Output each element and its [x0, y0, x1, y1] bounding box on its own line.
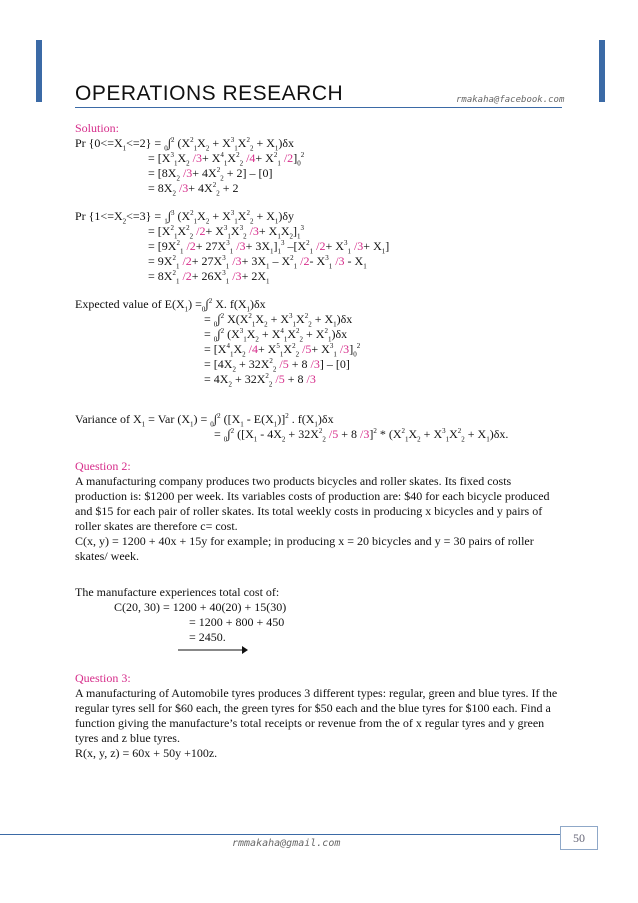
q3-text-line: regular tyres sell for $60 each, the green tyres for $50 each and the blue tyres for $100 each. Find a — [75, 701, 551, 715]
total-cost-intro: The manufacture experiences total cost of: — [75, 585, 280, 599]
eq-line: = $8X_2$ $/3+ 4X^2_2 + 2$ — [148, 181, 239, 198]
question-3-heading: Question 3: — [75, 671, 131, 685]
eq-line: Variance of $X_1$ = Var $(X_1) = _0\int^2$ ($[X_1 - E(X_1)]^2$ . $f(X_1)\delta x$ — [75, 412, 334, 429]
eq-line: Expected value of $E(X_1) =_0\int^2$ X. $f(X_1)\delta x$ — [75, 297, 266, 314]
page-number: 50 — [560, 826, 598, 850]
eq-line: = $8X^2_1$ $/2+ 26X^3_1$ $/3+ 2X_1$ — [148, 269, 270, 286]
eq-line: = $9X^2_1$ $/2+ 27X^3_1$ $/3+ 3X_1 - X^2_1$ /2- $X^3_1$ $/3 - X_1$ — [148, 254, 367, 271]
q2-text-line: production is: $1200 per week. Its variables costs of production are: $40 for each bicycle produced — [75, 489, 550, 503]
q3-text-line: function giving the manufacture’s total receipts or revenue from the of x regular tyres and y green — [75, 716, 545, 730]
q3-text-line: R(x, y, z) = 60x + 50y +100z. — [75, 746, 218, 760]
q3-text-line: tyres and z blue tyres. — [75, 731, 180, 745]
calc-line: C(20, 30) = 1200 + 40(20) + 15(30) — [114, 600, 287, 614]
q2-text-line: A manufacturing company produces two products bicycles and roller skates. Its fixed costs — [75, 474, 512, 488]
q2-text-line: skates/ week. — [75, 549, 139, 563]
right-header-bar — [599, 40, 605, 102]
eq-line: = [$X^2_1X^2_2$ $/2+ X^3_1X^3_2$ $/3+ X_1X_2]_1^3$ — [148, 224, 305, 241]
calc-line: = 1200 + 800 + 450 — [189, 615, 285, 629]
solution-heading: Solution: — [75, 121, 120, 135]
footer-email: rmmakaha@gmail.com — [232, 838, 341, 849]
q2-text-line: C(x, y) = 1200 + 40x + 15y for example; in producing x = 20 bicycles and y = 30 pairs of roller — [75, 534, 534, 548]
eq-line: = [$8X_2$ $/3+ 4X^2_2 + 2] - [0]$ — [148, 166, 273, 183]
calc-line: = 2450. — [189, 630, 226, 644]
eq-line: = [$9X^2_1$ $/2+ 27X^3_1$ $/3+ 3X_1]_1^3$ $-[X^2_1$ $/2+ X^3_1$ $/3+ X_1$] — [148, 239, 390, 256]
eq-line: = [$X^4_1X_2$ $/4+ X^5_1X^2_2$ $/5+ X^3_1$ $/3]_0^2$ — [204, 342, 361, 359]
question-2-heading: Question 2: — [75, 459, 131, 473]
page-title: OPERATIONS RESEARCH — [75, 82, 344, 105]
eq-line: Pr $\{1<=X_2<=3\} = _1\int^3$ $(X^2_1X_2 + X^3_1X^2_2 + X_1)\delta y$ — [75, 209, 295, 226]
left-header-bar — [36, 40, 42, 102]
eq-line: = $_0$∫$^2$ $X(X^2_1X_2 + X^3_1X^2_2 + X_1)\delta x$ — [204, 312, 353, 329]
q2-text-line: roller skates are therefore c= cost. — [75, 519, 238, 533]
eq-line: Pr $\{0<=X_1<=2\} = _0\int^2$ $(X^2_1X_2 + X^3_1X^2_2 + X_1)\delta x$ — [75, 136, 295, 153]
q2-text-line: and $15 for each pair of roller skates. Its total weekly costs in producing x bicycles and y pairs of — [75, 504, 543, 518]
header-rule — [75, 107, 562, 108]
header-email: rmakaha@facebook.com — [456, 95, 565, 105]
eq-line: = $_0$∫$^2$ $(X^3_1X_2 + X^4_1X^2_2 + X^2_1)\delta x$ — [204, 327, 348, 344]
q3-text-line: A manufacturing of Automobile tyres produces 3 different types: regular, green and blue tyres. If the — [75, 686, 558, 700]
eq-line: = $4X_2 + 32X^2_2$ /5 + 8 /3 — [204, 372, 316, 389]
eq-line: = $_0$∫$^2$ ([$X_1 - 4X_2 + 32X^2_2$ /5 + 8 $/3]^2 * (X^2_1X_2 + X^3_1X^2_2 + X_1)\delta x$. — [214, 427, 509, 444]
eq-line: = [$4X_2 + 32X^2_2$ /5 + 8 /3] – [0] — [204, 357, 350, 374]
eq-line: = [$X^3_1X_2$ $/3+ X^4_1X^2_2$ $/4+ X^2_1$ $/2]_0^2$ — [148, 151, 305, 168]
footer-rule — [0, 834, 560, 835]
arrow-right-icon — [178, 645, 248, 655]
